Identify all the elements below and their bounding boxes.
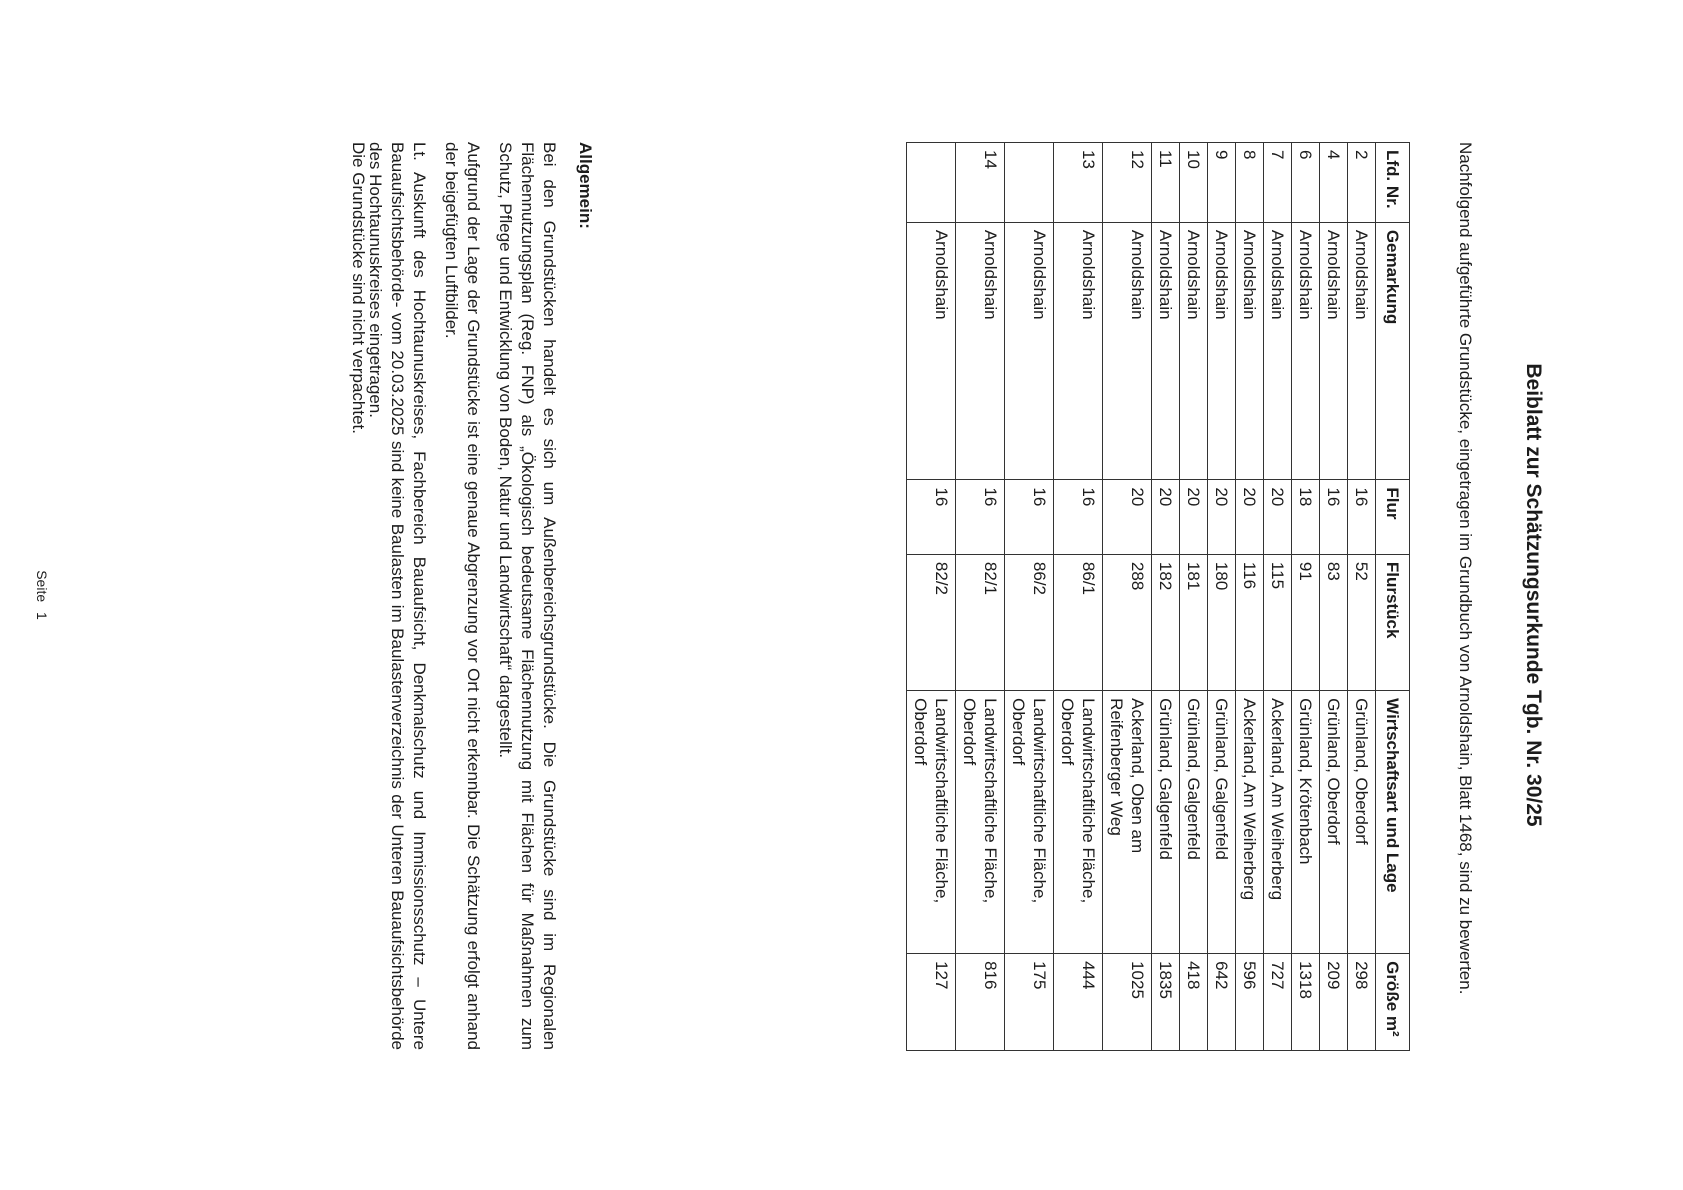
- cell-flurstueck: 82/1: [956, 554, 1005, 690]
- cell-wirtschaftsart: Grünland, Oberdorf: [1348, 691, 1376, 954]
- plots-table: [906, 142, 1410, 1051]
- cell-wirtschaftsart: Grünland, Galgenfeld: [1152, 691, 1180, 954]
- cell-flur: 16: [1054, 480, 1103, 555]
- cell-gemarkung: Arnoldshain: [1208, 222, 1236, 480]
- cell-flurstueck: 52: [1348, 554, 1376, 690]
- table-row: [1152, 143, 1180, 1051]
- cell-flurstueck: 180: [1208, 554, 1236, 690]
- cell-wirtschaftsart: Ackerland, Oben am Reifenberger Weg: [1103, 691, 1152, 954]
- table-row: [1208, 143, 1236, 1051]
- cell-wirtschaftsart: Grünland, Krötenbach: [1292, 691, 1320, 954]
- cell-wirtschaftsart: Landwirtschaftliche Fläche, Oberdorf: [907, 691, 956, 954]
- page-footer: Seite 1: [34, 570, 50, 620]
- header-wirtschaftsart: Wirtschaftsart und Lage: [1376, 691, 1410, 954]
- cell-flurstueck: 181: [1180, 554, 1208, 690]
- table-row: [1180, 143, 1208, 1051]
- table-row: [907, 143, 956, 1051]
- cell-gemarkung: Arnoldshain: [1054, 222, 1103, 480]
- table-header-row: [1376, 143, 1410, 1051]
- cell-wirtschaftsart: Ackerland, Am Weiherberg: [1264, 691, 1292, 954]
- table-row: [956, 143, 1005, 1051]
- header-flurstueck: Flurstück: [1376, 554, 1410, 690]
- cell-groesse: 1318: [1292, 954, 1320, 1051]
- paragraph-outer-area: Bei den Grundstücken handelt es sich um Außenbereichsgrundstücke. Die Grundstücke sind im Regionalen Flächennutzungsplan (Reg. FNP) als „Ökologisch bedeutsame Flächennutzung mit Flächen für Maßnahmen zum Schutz, Pflege und Entwicklung von Boden, Natur und Landwirtschaft“ dargestellt.: [496, 142, 559, 1050]
- header-lfd-nr: Lfd. Nr.: [1376, 143, 1410, 223]
- cell-wirtschaftsart: Landwirtschaftliche Fläche, Oberdorf: [1005, 691, 1054, 954]
- cell-flur: 18: [1292, 480, 1320, 555]
- header-flur: Flur: [1376, 480, 1410, 555]
- cell-gemarkung: Arnoldshain: [1005, 222, 1054, 480]
- cell-gemarkung: Arnoldshain: [1292, 222, 1320, 480]
- cell-lfd-nr: 2: [1348, 143, 1376, 223]
- header-gemarkung: Gemarkung: [1376, 222, 1410, 480]
- cell-lfd-nr: 4: [1320, 143, 1348, 223]
- cell-groesse: 1835: [1152, 954, 1180, 1051]
- table-row: [1292, 143, 1320, 1051]
- cell-groesse: 444: [1054, 954, 1103, 1051]
- cell-flur: 16: [956, 480, 1005, 555]
- table-row: [1264, 143, 1292, 1051]
- cell-groesse: 298: [1348, 954, 1376, 1051]
- cell-flurstueck: 91: [1292, 554, 1320, 690]
- cell-flur: 20: [1236, 480, 1264, 555]
- cell-flur: 16: [1348, 480, 1376, 555]
- cell-wirtschaftsart: Landwirtschaftliche Fläche, Oberdorf: [1054, 691, 1103, 954]
- cell-lfd-nr: [907, 143, 956, 223]
- table-row: [1320, 143, 1348, 1051]
- header-groesse: Größe m²: [1376, 954, 1410, 1051]
- cell-flur: 20: [1264, 480, 1292, 555]
- cell-wirtschaftsart: Ackerland, Am Weiherberg: [1236, 691, 1264, 954]
- cell-flurstueck: 288: [1103, 554, 1152, 690]
- cell-groesse: 127: [907, 954, 956, 1051]
- cell-lfd-nr: 8: [1236, 143, 1264, 223]
- table-row: [1054, 143, 1103, 1051]
- table-row: [1103, 143, 1152, 1051]
- cell-gemarkung: Arnoldshain: [1236, 222, 1264, 480]
- cell-flur: 16: [1005, 480, 1054, 555]
- general-heading: Allgemein:: [576, 142, 595, 229]
- cell-lfd-nr: 7: [1264, 143, 1292, 223]
- cell-flurstueck: 86/2: [1005, 554, 1054, 690]
- cell-gemarkung: Arnoldshain: [1348, 222, 1376, 480]
- cell-flurstueck: 86/1: [1054, 554, 1103, 690]
- cell-groesse: 418: [1180, 954, 1208, 1051]
- document-title: Beiblatt zur Schätzungsurkunde Tgb. Nr. 30/25: [1522, 363, 1545, 827]
- cell-groesse: 596: [1236, 954, 1264, 1051]
- cell-flur: 20: [1103, 480, 1152, 555]
- cell-flur: 16: [907, 480, 956, 555]
- cell-wirtschaftsart: Grünland, Galgenfeld: [1180, 691, 1208, 954]
- cell-wirtschaftsart: Landwirtschaftliche Fläche, Oberdorf: [956, 691, 1005, 954]
- cell-lfd-nr: 6: [1292, 143, 1320, 223]
- table-row: [1348, 143, 1376, 1051]
- cell-gemarkung: Arnoldshain: [956, 222, 1005, 480]
- cell-lfd-nr: 11: [1152, 143, 1180, 223]
- cell-lfd-nr: [1005, 143, 1054, 223]
- cell-groesse: 642: [1208, 954, 1236, 1051]
- cell-groesse: 727: [1264, 954, 1292, 1051]
- cell-gemarkung: Arnoldshain: [1103, 222, 1152, 480]
- cell-flurstueck: 82/2: [907, 554, 956, 690]
- cell-flurstueck: 115: [1264, 554, 1292, 690]
- cell-lfd-nr: 13: [1054, 143, 1103, 223]
- cell-lfd-nr: 9: [1208, 143, 1236, 223]
- cell-flur: 20: [1152, 480, 1180, 555]
- cell-gemarkung: Arnoldshain: [1320, 222, 1348, 480]
- paragraph-lease: Die Grundstücke sind nicht verpachtet.: [349, 142, 368, 434]
- cell-flur: 16: [1320, 480, 1348, 555]
- cell-lfd-nr: 10: [1180, 143, 1208, 223]
- paragraph-boundary: Aufgrund der Lage der Grundstücke ist eine genaue Abgrenzung vor Ort nicht erkennbar. Die Schätzung erfolgt anhand der beigefügten Luftbilder.: [442, 142, 483, 1050]
- table-row: [1236, 143, 1264, 1051]
- paragraph-building-liens: Lt. Auskunft des Hochtaunuskreises, Fachbereich Bauaufsicht, Denkmalschutz und Immissionsschutz – Untere Bauaufsichtsbehörde- vom 20.03.2025 sind keine Baulasten im Baulastenverzeichnis der Unteren Bauaufsichtsbehörde des Hochtaunuskreises eingetragen.: [366, 142, 429, 1050]
- cell-groesse: 209: [1320, 954, 1348, 1051]
- cell-wirtschaftsart: Grünland, Galgenfeld: [1208, 691, 1236, 954]
- cell-groesse: 175: [1005, 954, 1054, 1051]
- intro-text: Nachfolgend aufgeführte Grundstücke, eingetragen im Grundbuch von Arnoldshain, Blatt 1468, sind zu bewerten.: [1456, 142, 1475, 995]
- cell-groesse: 1025: [1103, 954, 1152, 1051]
- cell-wirtschaftsart: Grünland, Oberdorf: [1320, 691, 1348, 954]
- cell-flurstueck: 83: [1320, 554, 1348, 690]
- cell-gemarkung: Arnoldshain: [1180, 222, 1208, 480]
- cell-gemarkung: Arnoldshain: [1152, 222, 1180, 480]
- cell-lfd-nr: 12: [1103, 143, 1152, 223]
- cell-groesse: 816: [956, 954, 1005, 1051]
- table-row: [1005, 143, 1054, 1051]
- cell-flurstueck: 182: [1152, 554, 1180, 690]
- cell-gemarkung: Arnoldshain: [1264, 222, 1292, 480]
- cell-flur: 20: [1180, 480, 1208, 555]
- cell-flur: 20: [1208, 480, 1236, 555]
- cell-lfd-nr: 14: [956, 143, 1005, 223]
- cell-gemarkung: Arnoldshain: [907, 222, 956, 480]
- cell-flurstueck: 116: [1236, 554, 1264, 690]
